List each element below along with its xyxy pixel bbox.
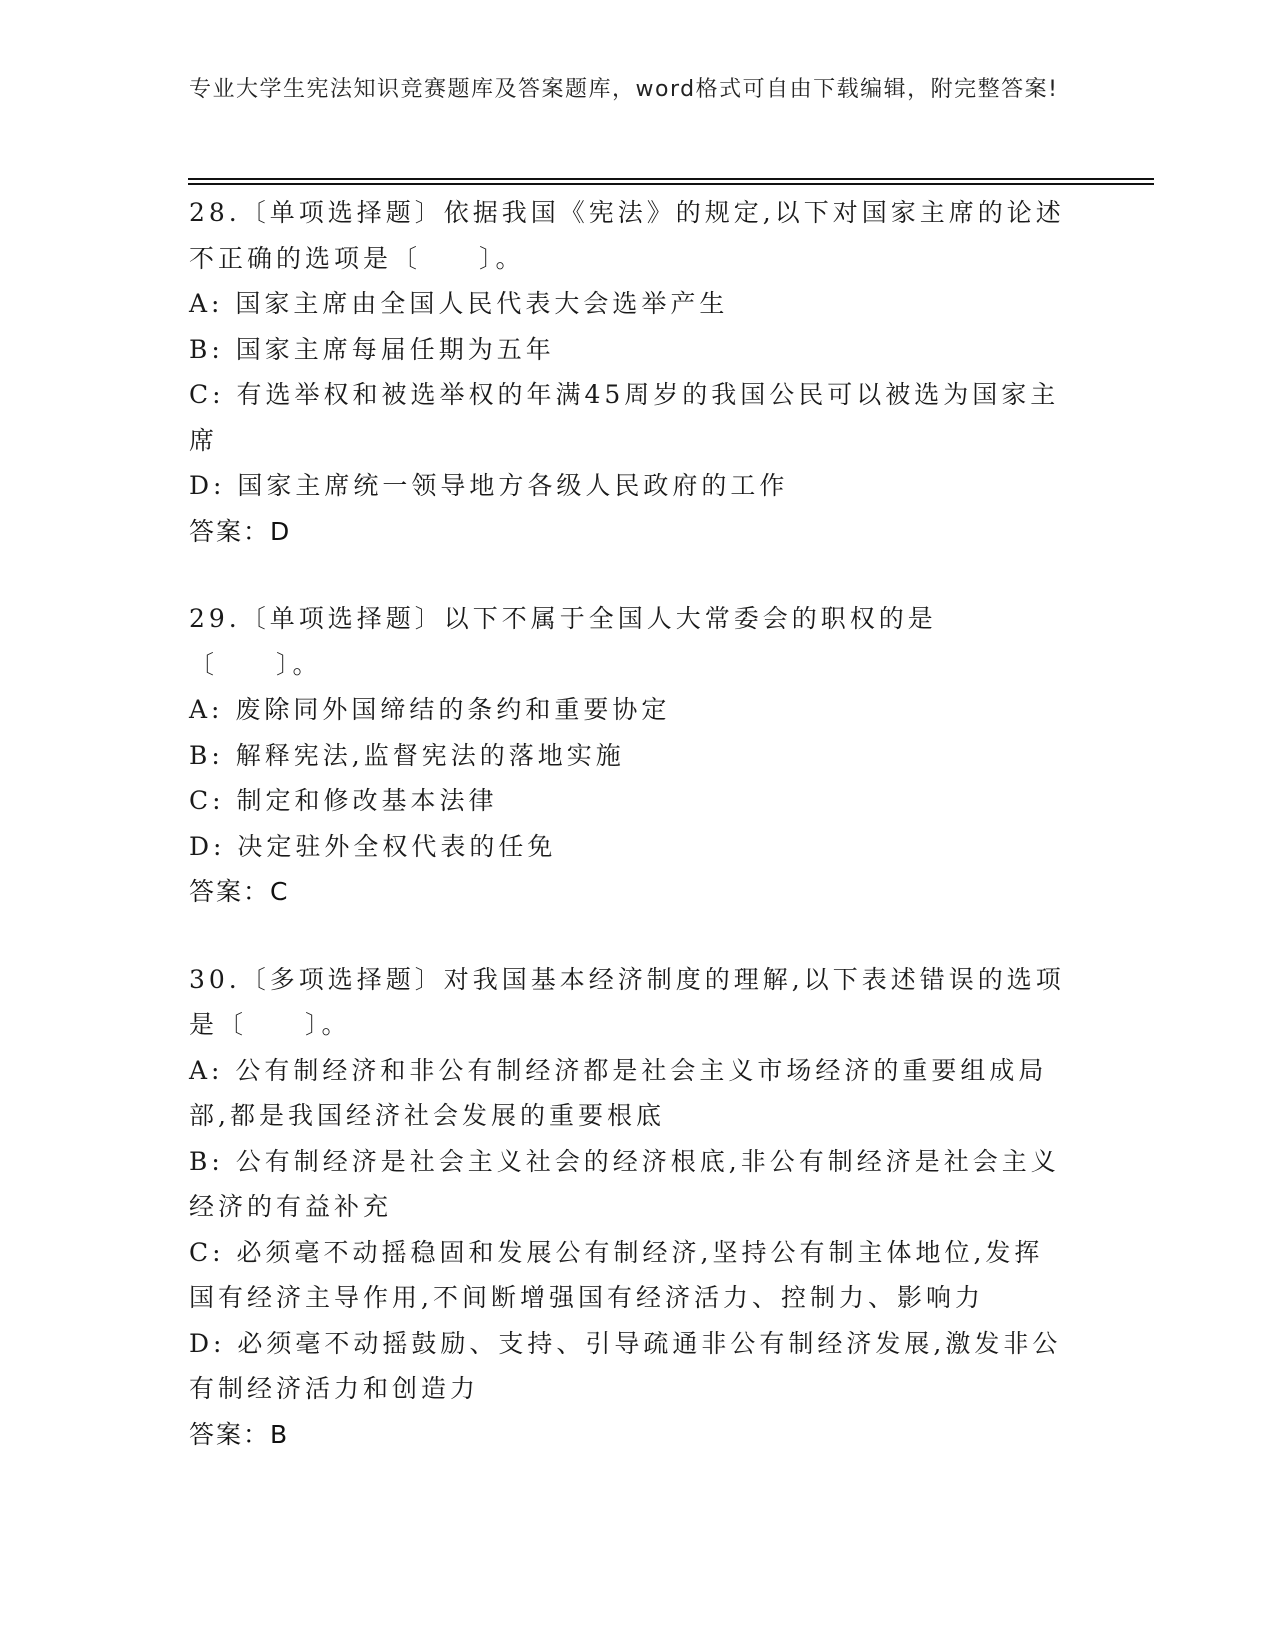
option-a: A: 公有制经济和非公有制经济都是社会主义市场经济的重要组成局部,都是我国经济社会发展的重要根底	[189, 1055, 1048, 1130]
answer-label: 答案：	[189, 877, 271, 906]
answer-value: B	[270, 1419, 290, 1449]
header-divider-top	[188, 178, 1154, 180]
header-divider-bottom	[188, 183, 1154, 185]
option-a: A: 废除同外国缔结的条约和重要协定	[189, 695, 671, 724]
answer	[189, 509, 1069, 555]
option-a: A: 国家主席由全国人民代表大会选举产生	[189, 289, 729, 318]
question-28	[189, 190, 1069, 554]
question-list	[189, 190, 1069, 1457]
answer	[189, 1412, 1069, 1458]
option-d: D: 必须毫不动摇鼓励、支持、引导疏通非公有制经济发展,激发非公有制经济活力和创造力	[189, 1328, 1062, 1403]
answer-value: C	[270, 877, 290, 906]
answer-label: 答案：	[189, 516, 271, 546]
option-d: D: 国家主席统一领导地方各级人民政府的工作	[189, 471, 789, 500]
question-30	[189, 957, 1069, 1458]
question-stem: 29.〔单项选择题〕以下不属于全国人大常委会的职权的是〔 〕。	[189, 604, 937, 679]
answer	[189, 869, 1069, 915]
question-stem: 30.〔多项选择题〕对我国基本经济制度的理解,以下表述错误的选项是〔 〕。	[189, 964, 1065, 1039]
question-29	[189, 596, 1069, 915]
answer-label: 答案：	[189, 1419, 271, 1449]
option-b: B: 国家主席每届任期为五年	[189, 334, 555, 364]
option-c: C: 制定和修改基本法律	[189, 786, 498, 815]
option-d: D: 决定驻外全权代表的任免	[189, 831, 557, 861]
answer-value: D	[270, 516, 292, 546]
option-b: B: 公有制经济是社会主义社会的经济根底,非公有制经济是社会主义经济的有益补充	[189, 1146, 1060, 1221]
question-stem: 28.〔单项选择题〕依据我国《宪法》的规定,以下对国家主席的论述不正确的选项是〔 〕。	[189, 198, 1065, 273]
option-c: C: 必须毫不动摇稳固和发展公有制经济,坚持公有制主体地位,发挥国有经济主导作用,不间断增强国有经济活力、控制力、影响力	[189, 1237, 1044, 1312]
option-b: B: 解释宪法,监督宪法的落地实施	[189, 740, 625, 770]
page-header: 专业大学生宪法知识竞赛题库及答案题库，word格式可自由下载编辑，附完整答案!	[189, 77, 1059, 102]
option-c: C: 有选举权和被选举权的年满45周岁的我国公民可以被选为国家主席	[189, 380, 1060, 455]
